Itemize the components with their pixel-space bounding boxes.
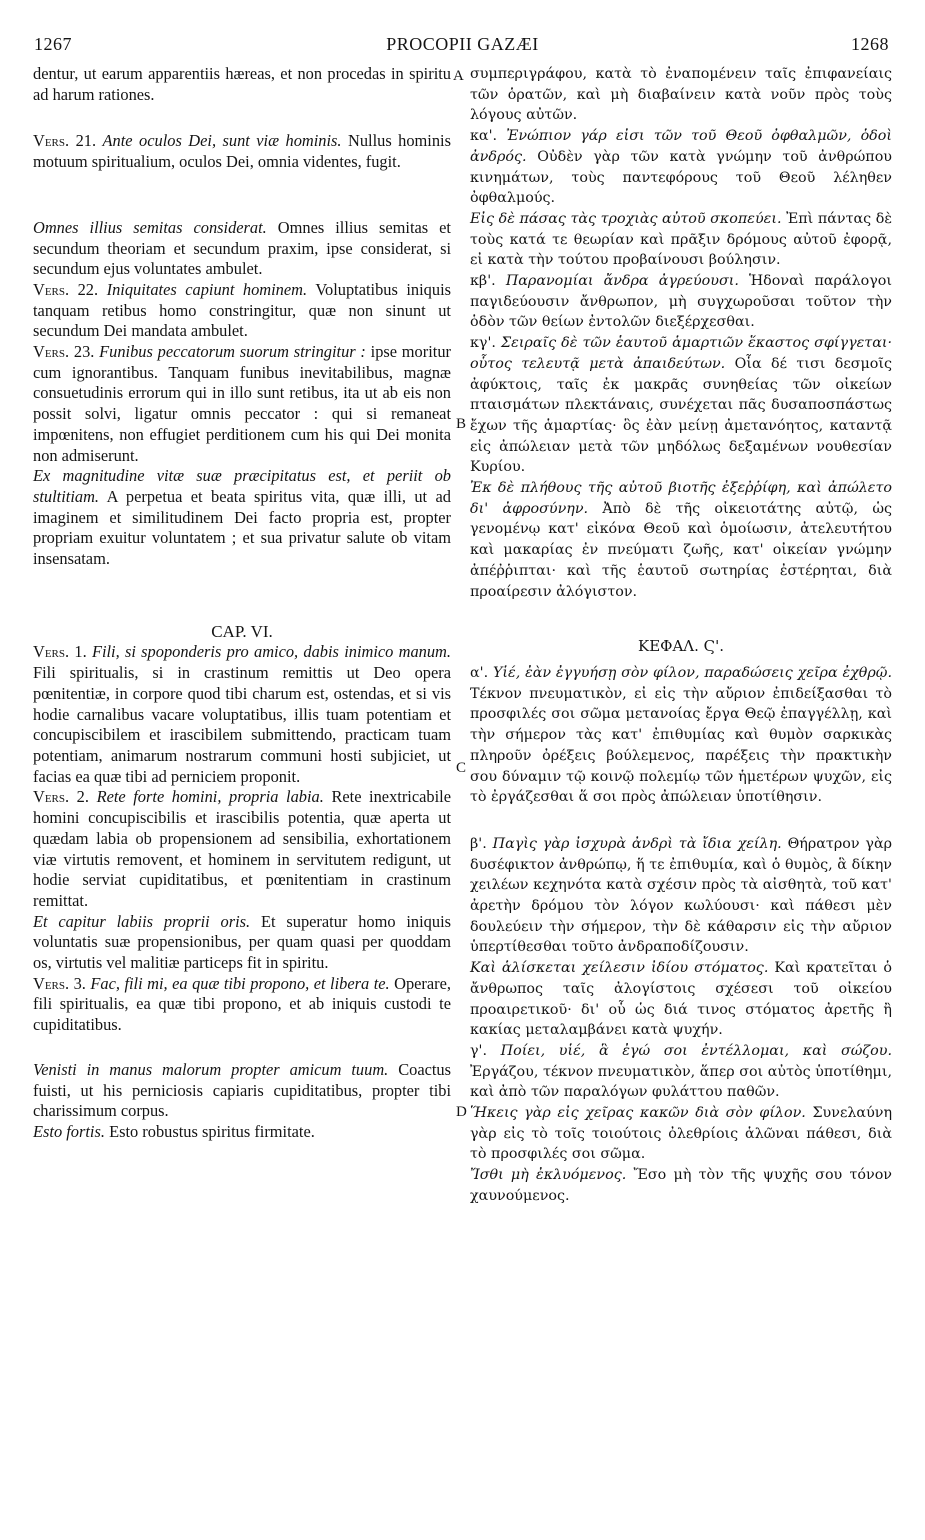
verse-number: κα'. xyxy=(470,128,498,145)
latin-lemma: Et capitur labiis proprii oris. xyxy=(33,911,251,931)
latin-paragraph xyxy=(33,466,451,570)
latin-paragraph xyxy=(33,131,451,172)
latin-lemma: Fac, fili mi, ea quæ tibi propono, et libera te. xyxy=(90,973,390,993)
greek-text: Οὐδὲν γὰρ τῶν κατὰ γνώμην τοῦ ἀνθρώπου κινημάτων, τοὺς παντεφόρους τοῦ Θεοῦ λέληθεν ὀφθαλμούς. xyxy=(470,148,892,207)
margin-marker-c: C xyxy=(456,760,467,776)
latin-text: dentur, ut earum apparentiis hæreas, et non procedas in spiritu ad harum rationes. xyxy=(33,64,451,104)
greek-paragraph xyxy=(470,958,892,1041)
latin-paragraph xyxy=(33,974,451,1036)
verse-number: κβ'. xyxy=(470,273,496,290)
latin-paragraph xyxy=(33,64,451,105)
margin-marker-d: D xyxy=(456,1104,467,1120)
chapter-heading: CAP. VI. xyxy=(211,621,273,641)
left-page-number: 1267 xyxy=(34,34,72,54)
greek-paragraph xyxy=(470,64,892,126)
latin-text: A perpetua et beata spiritus vita, quæ illi, ut ad imaginem et similitudinem Dei facto propria est, propter propriam exuitur voluntatem ; et sua privatur salute ob vitam insensatam. xyxy=(33,486,451,569)
latin-lemma: Iniquitates capiunt hominem. xyxy=(106,279,308,299)
greek-lemma: Εἰς δὲ πάσας τὰς τροχιὰς αὐτοῦ σκοπεύει. xyxy=(470,210,782,227)
latin-text: Omnes illius semitas et secundum theoriam et secundum praxim, ipse considerat, si secundum ejus voluntates ambulet. xyxy=(33,217,451,279)
latin-text: Esto robustus spiritus firmitate. xyxy=(109,1121,315,1141)
greek-text: Συνελαύνη γὰρ εἰς τὸ τοῖς τοιούτοις ὀλεθρίοις ἁλῶναι πάθεσι, διὰ τὸ προσφιλές σοι σῶμα. xyxy=(470,1105,893,1163)
verse-number: Vers. 3. xyxy=(33,973,86,993)
greek-paragraph xyxy=(470,209,892,271)
latin-text: Coactus fuisti, ut his perniciosis capiaris cupiditatibus, propter tibi charissimum corpus. xyxy=(33,1059,451,1121)
greek-text: Ἀπὸ δὲ τῆς οἰκειοτάτης αὐτῷ, ὡς γενομένῳ κατ' εἰκόνα Θεοῦ καὶ ὁμοίωσιν, ἀτελευτήτου καὶ μακαρίας ἐν πνεύματι ζωῆς, κατ' οἰκείαν γνώμην ἀπέῤῥιπται· καὶ τῆς ἑαυτοῦ σωτηρίας ἐστέρηται, διὰ προαίρεσιν ἀλόγιστον. xyxy=(470,500,892,600)
greek-lemma: Καὶ ἁλίσκεται χείλεσιν ἰδίου στόματος. xyxy=(470,960,769,977)
latin-text: Et superatur homo iniquis voluntatis suæ propensionibus, per quam quasi per quoddam os, virtutis vel malitiæ particeps fit in spiritu. xyxy=(33,911,451,973)
greek-lemma: Ἐνώπιον γάρ εἰσι τῶν τοῦ Θεοῦ ὀφθαλμῶν, ὁδοὶ ἀνδρός. xyxy=(470,128,892,165)
latin-lemma: Ante oculos Dei, sunt viæ hominis. xyxy=(102,131,342,151)
verse-number: γ'. xyxy=(470,1042,488,1059)
margin-marker-b: B xyxy=(456,416,467,432)
latin-paragraph xyxy=(33,1060,451,1122)
greek-text: Ἐπὶ πάντας δὲ τοὺς κατά τε θεωρίαν καὶ πρᾶξιν δρόμους αὐτοῦ ἐφορᾷ, εἰ κατὰ τὴν τούτου προβαίνουσι βούλησιν. xyxy=(470,210,892,269)
latin-text: Voluptatibus iniquis tanquam retibus homo constringitur, quæ non sinunt ut secundum Dei mandata ambulet. xyxy=(33,279,452,341)
latin-text: Nullus hominis motuum spiritualium, oculos Dei, omnia videntes, fugit. xyxy=(33,131,451,172)
latin-text: Operare, fili spiritualis, ea quæ tibi propono, et ab iniquis custodi te cupiditatibus. xyxy=(33,973,451,1035)
latin-lemma: Omnes illius semitas considerat. xyxy=(33,217,267,237)
greek-lemma: Ἐκ δὲ πλήθους τῆς αὐτοῦ βιοτῆς ἐξεῤῥίφη, καὶ ἀπώλετο δι' ἀφροσύνην. xyxy=(470,480,892,517)
latin-lemma: Rete forte homini, propria labia. xyxy=(96,787,324,807)
running-header xyxy=(0,34,925,62)
latin-paragraph xyxy=(33,642,451,787)
latin-paragraph xyxy=(33,280,451,342)
greek-lemma: Υἱέ, ἐὰν ἐγγυήσῃ σὸν φίλον, παραδώσεις χεῖρα ἐχθρῷ. xyxy=(492,664,893,681)
greek-paragraph xyxy=(470,834,892,958)
greek-text: Ἐργάζου, τέκνον πνευματικὸν, ἅπερ σοι αὐτὸς ὑποτίθημι, καὶ ἀπὸ τῶν παραλόγων φυλάττου παθῶν. xyxy=(470,1063,892,1101)
greek-paragraph xyxy=(470,663,892,808)
greek-lemma: Ἴσθι μὴ ἐκλυόμενος. xyxy=(470,1167,627,1184)
latin-paragraph xyxy=(33,787,451,911)
verse-number: Vers. 2. xyxy=(33,787,89,807)
greek-column xyxy=(470,64,892,1207)
verse-number: Vers. 23. xyxy=(33,342,95,362)
latin-text: Rete inextricabile homini concupiscibilis et irascibilis potentia, quæ aperta ut quædam labia ob propensionem ad sensibilia, exhortationem viæ virtutis removent, et hominem in servitutem redigunt, ut hodie serviat cupiditatibus, et pœnitentiam in crastinum remittat. xyxy=(33,787,451,910)
greek-paragraph xyxy=(470,1165,892,1206)
margin-marker-a: A xyxy=(453,68,464,84)
latin-lemma: Esto fortis. xyxy=(33,1121,105,1141)
greek-lemma: Παρανομίαι ἄνδρα ἀγρεύουσι. xyxy=(505,273,739,290)
latin-text: ipse moritur cum ignorantibus. Tanquam funibus inevitabilibus, magnæ consuetudinis errorum qui in illo sunt retibus, ita ut ab eis non possit solvi, ligatur omnis peccator : qui si remaneat impœnitens, non effugiet perditionem cum his qui Dei monita non admiserunt. xyxy=(33,342,451,465)
verse-number: κγ'. xyxy=(470,335,496,352)
latin-paragraph xyxy=(33,912,451,974)
latin-paragraph xyxy=(33,1122,451,1143)
latin-paragraph xyxy=(33,342,451,466)
greek-text: Θήρατρον γὰρ δυσέφικτον ἀνθρώπῳ, ἥ τε ἐπιθυμία, καὶ ὁ θυμὸς, ἃ δίκην χειλέων κεχηνότα κατὰ σχέσιν πρὸς τὰ αἰσθητὰ, τοῦ κατ' ἀρετὴν δρόμου τὸν λόγον κωλύουσι· καὶ πάθεσι μὲν δουλεύειν τὴν σήμερον, τὴν δὲ κάθαρσιν εἰς τὴν αὔριον ὑπερτίθεσθαι τοῦτο ἀνδραποδίζουσιν. xyxy=(470,835,893,956)
greek-paragraph xyxy=(470,271,892,333)
greek-paragraph xyxy=(470,478,892,602)
running-title: PROCOPII GAZÆI xyxy=(386,34,539,54)
greek-paragraph xyxy=(470,333,892,478)
greek-lemma: Ποίει, υἱέ, ἃ ἐγώ σοι ἐντέλλομαι, καὶ σώζου. xyxy=(500,1042,893,1059)
verse-number: Vers. 22. xyxy=(33,279,99,299)
latin-paragraph xyxy=(33,218,451,280)
verse-number: Vers. 21. xyxy=(33,131,97,151)
greek-lemma: Παγὶς γὰρ ἰσχυρὰ ἀνδρὶ τὰ ἴδια χείλη. xyxy=(492,835,782,852)
greek-text: Καὶ κρατεῖται ὁ ἄνθρωπος ταῖς ἀλογίστοις σχέσεσι τοῦ οἰκείου προαιρετικοῦ· δι' οὗ ὡς διά τινος στόματος ἀρετῆς ἢ κακίας μεταλαμβάνει κατὰ ψυχήν. xyxy=(470,960,892,1039)
greek-text: Ἔσο μὴ τὸν τῆς ψυχῆς σου τόνον χαυνούμενος. xyxy=(470,1167,892,1204)
latin-lemma: Ex magnitudine vitæ suæ præcipitatus est, et periit ob stultitiam. xyxy=(33,466,451,506)
greek-paragraph xyxy=(470,1103,892,1165)
right-page-number: 1268 xyxy=(851,34,889,54)
verse-number: β'. xyxy=(470,835,487,852)
latin-lemma: Funibus peccatorum suorum stringitur : xyxy=(99,342,366,362)
greek-text: Ἡδοναὶ παράλογοι παγιδεύουσιν ἄνθρωπον, μὴ συγχωροῦσαι τοῦτον τὴν ὁδὸν τῶν θείων ἐντολῶν διεξέρχεσθαι. xyxy=(470,273,893,331)
chapter-heading-greek: ΚΕΦΑΛ. Ϛ'. xyxy=(637,637,725,656)
greek-text: Τέκνον πνευματικὸν, εἰ εἰς τὴν αὔριον ἐπιδείξασθαι τὸ προσφιλές σοι σῶμα μετανοίας ἔργα Θεῷ ἐπαγγέλλῃ, καὶ τὴν σήμερον τὰς κατ' ἐπιθυμίας καὶ θυμὸν σαρκικὰς πληροῦν ὀρέξεις βούλεμενος, παρέξεις τὴν πρακτικὴν σου δύναμιν τῷ κοινῷ πολεμίῳ τῶν ἡμετέρων ψυχῶν, εἰς τὸ ἐργάζεσθαι ἅ σοι πρὸς ἀπώλειαν ὑποτίθησιν. xyxy=(470,685,892,806)
greek-text: Οἷα δέ τισι δεσμοῖς ἀφύκτοις, ταῖς ἐκ μακρᾶς συνηθείας τῶν οἰκείων πταισμάτων πλεκτάναις, συνέχεται πᾶς δυσαποσπάστως ἔχων τῆς ἁμαρτίας· ὃς ἐὰν μείνῃ ἀμετανόητος, καταντᾷ εἰς ἀπώλειαν μετὰ τῶν μηδόλως δεξαμένων νουθεσίαν Κυρίου. xyxy=(470,355,892,476)
greek-lemma: Σειραῖς δὲ τῶν ἑαυτοῦ ἁμαρτιῶν ἕκαστος σφίγγεται· οὗτος τελευτᾷ μετὰ ἀπαιδεύτων. xyxy=(470,335,893,372)
verse-number: α'. xyxy=(470,664,489,681)
latin-lemma: Venisti in manus malorum propter amicum tuum. xyxy=(33,1059,389,1079)
greek-lemma: Ἥκεις γὰρ εἰς χεῖρας κακῶν διὰ σὸν φίλον. xyxy=(470,1105,806,1122)
greek-paragraph xyxy=(470,1041,892,1103)
greek-paragraph xyxy=(470,126,892,209)
greek-text: συμπεριγράφου, κατὰ τὸ ἐναπομένειν ταῖς ἐπιφανείαις τῶν ὁρατῶν, καὶ μὴ διαβαίνειν κατὰ νοῦν πρὸς τοὺς λόγους αὐτῶν. xyxy=(470,66,892,124)
verse-number: Vers. 1. xyxy=(33,642,87,662)
latin-lemma: Fili, si spoponderis pro amico, dabis inimico manum. xyxy=(91,642,451,662)
latin-column xyxy=(33,64,451,1143)
latin-text: Fili spiritualis, si in crastinum remittis ut Deo opera pœnitentiæ, in corpore quod tibi charum est, ostendas, et si vis hodie carnalibus vacare voluptatibus, illis tuam potentiam et concupiscibilem et irascibilem submittendo, practicam tuam potentiam, animarum nostrarum communi hosti subjiciet, ut facias ea quæ tibi ad perniciem proponit. xyxy=(33,663,451,786)
